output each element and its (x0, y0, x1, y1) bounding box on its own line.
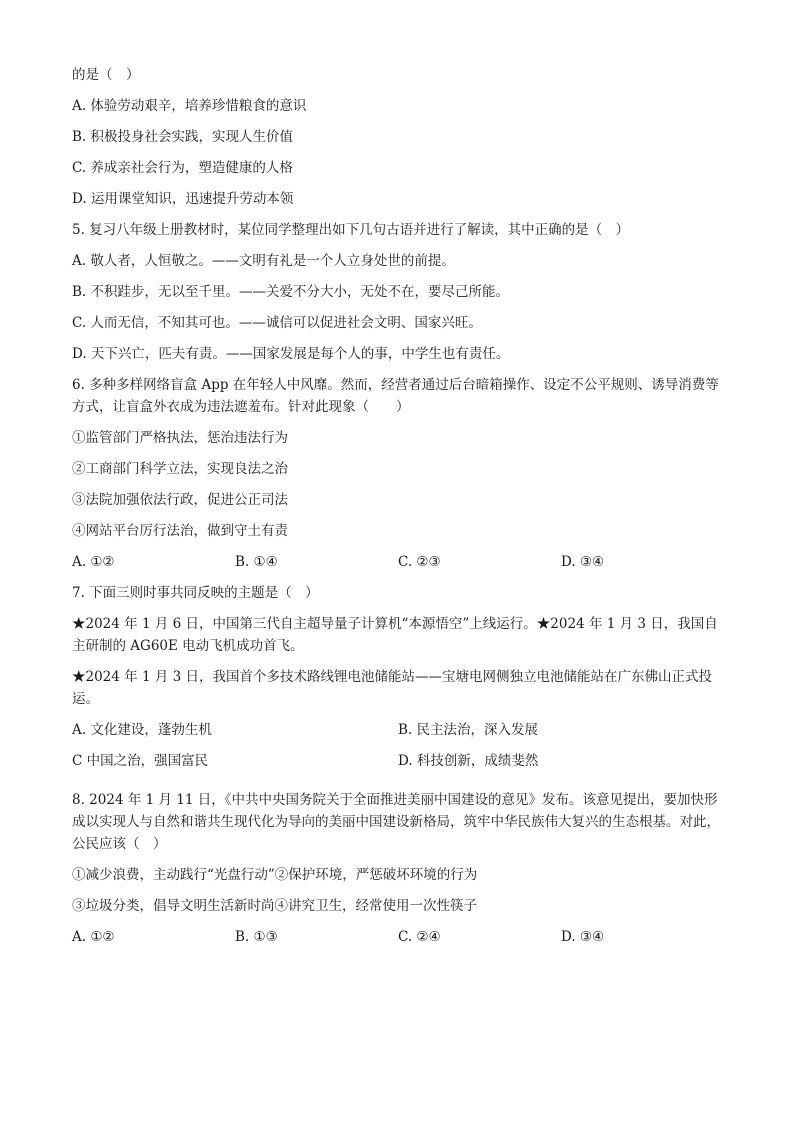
q6-option-b: B. ①④ (235, 554, 278, 570)
q8-stem: 8. 2024 年 1 月 11 日，《中共中央国务院关于全面推进美丽中国建设的意见》发布。该意见提出，要加快形成以实现人与自然和谐共生现代化为导向的美丽中国建设新格局，筑牢中华民族伟大复兴的生态根基。对此，公民应该（ ） (72, 792, 720, 852)
q8-option-d: D. ③④ (561, 929, 605, 945)
q5-option-a: A. 敬人者，人恒敬之。——文明有礼是一个人立身处世的前提。 (72, 253, 455, 269)
q6-statement-3: ③法院加强依法行政，促进公正司法 (72, 492, 288, 508)
q5-option-c: C. 人而无信，不知其可也。——诚信可以促进社会文明、国家兴旺。 (72, 315, 482, 331)
q4-option-d: D. 运用课堂知识，迅速提升劳动本领 (72, 191, 294, 207)
exam-page (72, 64, 724, 957)
q4-option-c: C. 养成亲社会行为，塑造健康的人格 (72, 160, 293, 176)
q6-statement-1: ①监管部门严格执法，惩治违法行为 (72, 430, 288, 446)
q7-news-2: ★2024 年 1 月 3 日，我国首个多技术路线锂电池储能站——宝塘电网侧独立电池储能站在广东佛山正式投运。 (72, 669, 712, 707)
q7-option-a: A. 文化建设，蓬勃生机 (72, 722, 212, 738)
q6-option-d: D. ③④ (561, 554, 605, 570)
q4-option-b: B. 积极投身社会实践，实现人生价值 (72, 129, 294, 145)
q8-option-a: A. ①② (72, 929, 115, 945)
q6-option-a: A. ①② (72, 554, 115, 570)
q7-news-1: ★2024 年 1 月 6 日，中国第三代自主超导量子计算机“本源悟空”上线运行。★2024 年 1 月 3 日，我国自主研制的 AG60E 电动飞机成功首飞。 (72, 616, 718, 654)
q4-stem-end: 的是（ ） (72, 67, 140, 83)
q5-option-b: B. 不积跬步，无以至千里。——关爱不分大小，无处不在，要尽己所能。 (72, 284, 510, 300)
q6-stem: 6. 多种多样网络盲盒 App 在年轻人中风靡。然而，经营者通过后台暗箱操作、设定不公平规则、诱导消费等方式，让盲盒外衣成为违法遮羞布。针对此现象（ ） (72, 377, 719, 415)
q6-option-c: C. ②③ (398, 554, 441, 570)
q6-statement-2: ②工商部门科学立法，实现良法之治 (72, 461, 288, 477)
q7-options-row-2 (72, 750, 724, 781)
q8-options (72, 926, 724, 957)
q8-statements-line-2: ③垃圾分类，倡导文明生活新时尚④讲究卫生，经常使用一次性筷子 (72, 898, 477, 914)
q7-option-c: C 中国之治，强国富民 (72, 753, 209, 769)
q8-statements-line-1: ①减少浪费，主动践行“光盘行动”②保护环境，严惩破坏环境的行为 (72, 867, 478, 883)
q5-stem: 5. 复习八年级上册教材时，某位同学整理出如下几句古语并进行了解读，其中正确的是（ ） (72, 222, 630, 238)
q5-option-d: D. 天下兴亡，匹夫有责。——国家发展是每个人的事，中学生也有责任。 (72, 346, 510, 362)
q6-statement-4: ④网站平台厉行法治，做到守土有责 (72, 523, 288, 539)
q7-option-d: D. 科技创新，成绩斐然 (398, 753, 539, 769)
q4-option-a: A. 体验劳动艰辛，培养珍惜粮食的意识 (72, 98, 307, 114)
q8-option-c: C. ②④ (398, 929, 441, 945)
q6-options (72, 551, 724, 582)
q7-options-row-1 (72, 719, 724, 750)
q7-stem: 7. 下面三则时事共同反映的主题是（ ） (72, 585, 319, 601)
q7-option-b: B. 民主法治，深入发展 (398, 722, 539, 738)
q8-option-b: B. ①③ (235, 929, 278, 945)
